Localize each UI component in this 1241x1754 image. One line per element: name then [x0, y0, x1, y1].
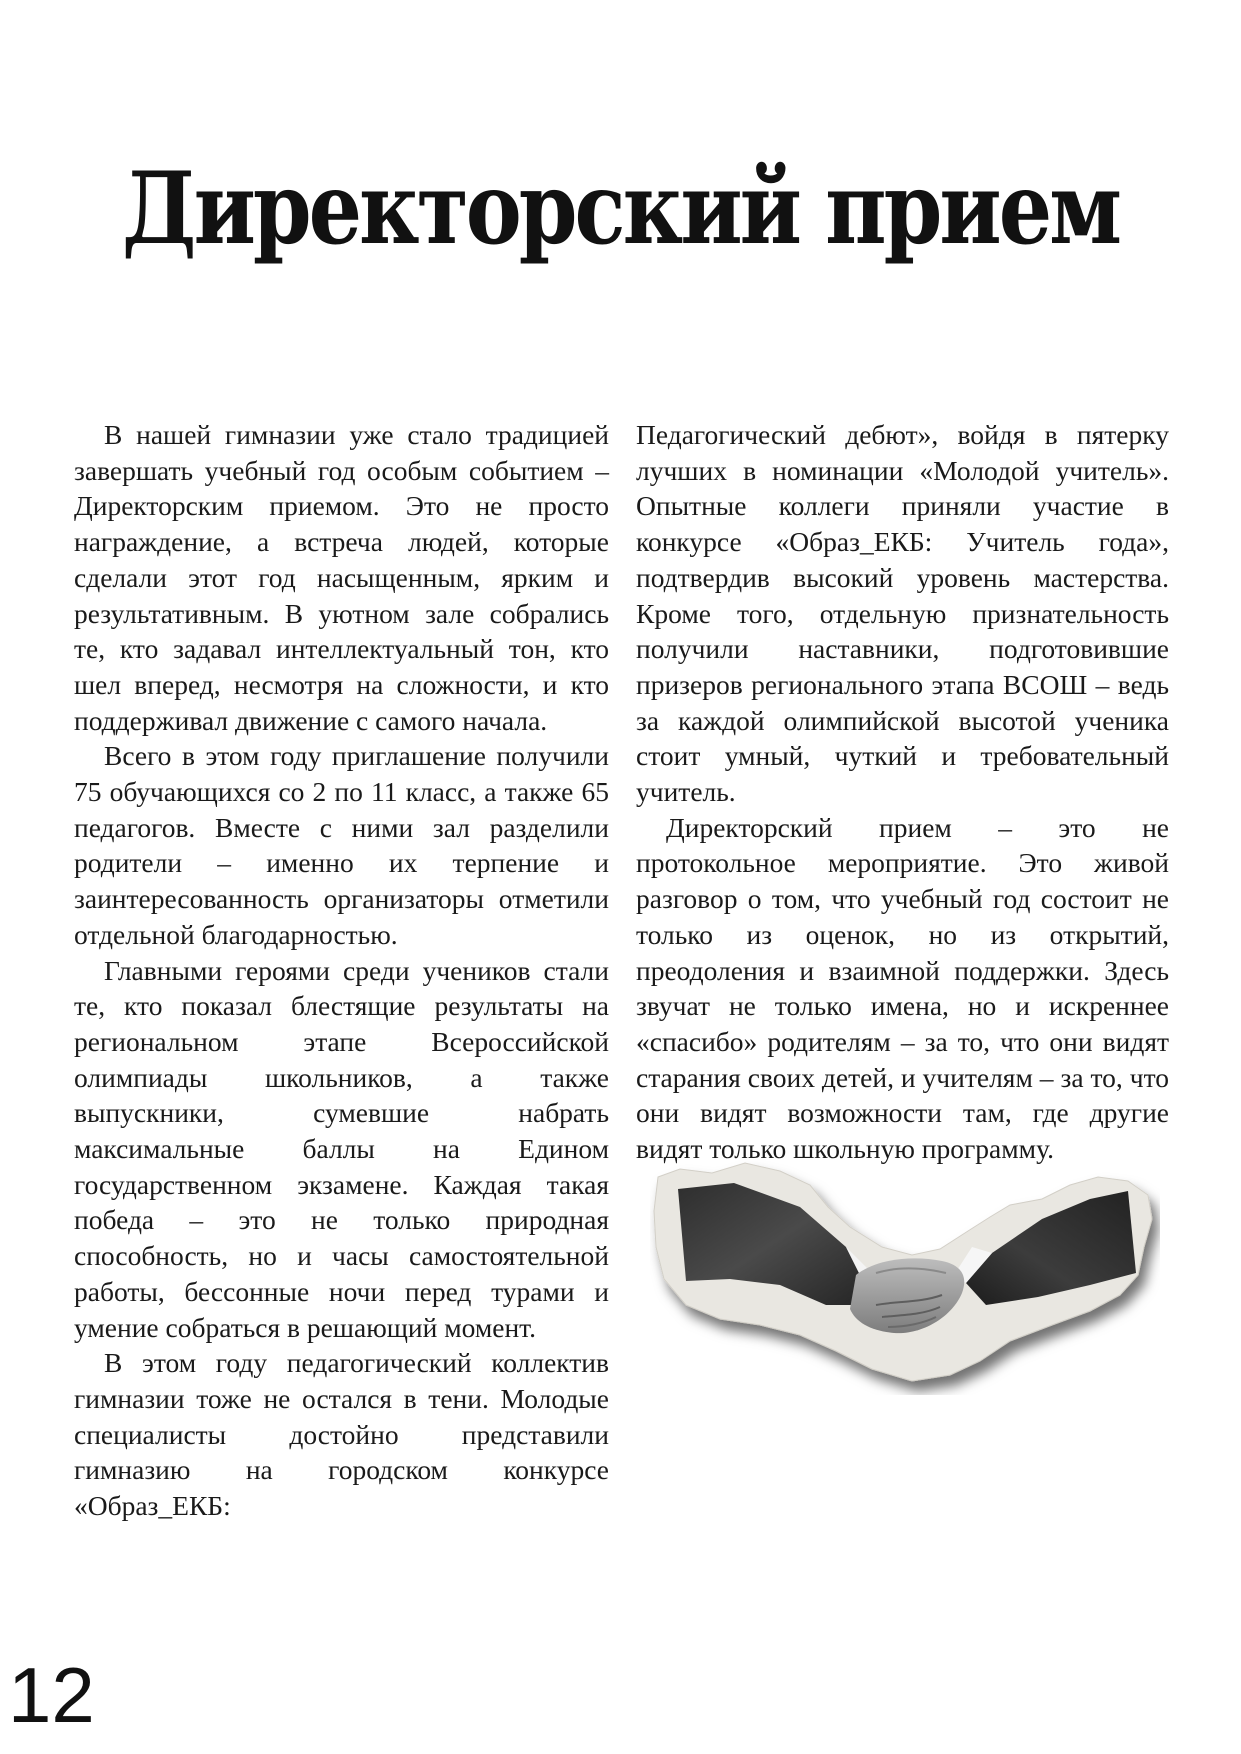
paragraph: Главными героями среди учеников стали те, кто показал блестящие результаты на региональном этапе Всероссийской олимпиады школьников, а также выпускники, сумевшие набрать максимальные баллы на Едином государственном экзамене. Каждая такая победа – это не только природная способность, но и часы самостоятельной работы, бессонные ночи перед турами и умение собраться в решающий момент.	[74, 954, 609, 1343]
paragraph: Всего в этом году приглашение получили 75 обучающихся со 2 по 11 класс, а также 65 педагогов. Вместе с ними зал разделили родители – именно их терпение и заинтересованность организаторы отметили отдельной благодарностью.	[74, 740, 609, 950]
paragraph: Педагогический дебют», войдя в пятерку лучших в номинации «Молодой учитель». Опытные коллеги приняли участие в конкурсе «Образ_ЕКБ: Учитель года», подтвердив высокий уровень мастерства. Кроме того, отдельную признательность получили наставники, подготовившие призеров регионального этапа ВСОШ – ведь за каждой олимпийской высотой ученика стоит умный, чуткий и требовательный учитель.	[636, 419, 1169, 808]
paragraph: Директорский прием – это не протокольное мероприятие. Это живой разговор о том, что учебный год состоит не только из оценок, но из открытий, преодоления и взаимной поддержки. Здесь звучат не только имена, но и искреннее «спасибо» родителям – за то, что они видят старания своих детей, и учителям – за то, что они видят возможности там, где другие видят только школьную программу.	[636, 811, 1169, 1165]
paragraph: В нашей гимназии уже стало традицией завершать учебный год особым событием – Директорским приемом. Это не просто награждение, а встреча людей, которые сделали этот год насыщенным, ярким и результативным. В уютном зале собрались те, кто задавал интеллектуальный тон, кто шел вперед, несмотря на сложности, и кто поддерживал движение с самого начала.	[74, 419, 609, 736]
paragraph: В этом году педагогический коллектив гимназии тоже не остался в тени. Молодые специалисты достойно представили гимназию на городском конкурсе «Образ_ЕКБ:	[74, 1347, 609, 1522]
page-title: Директорский прием	[121, 150, 1120, 267]
page-number: 12	[8, 1651, 95, 1739]
article-column-right	[636, 417, 1169, 1167]
article-column-left	[74, 417, 609, 1524]
handshake-image	[650, 1155, 1160, 1395]
